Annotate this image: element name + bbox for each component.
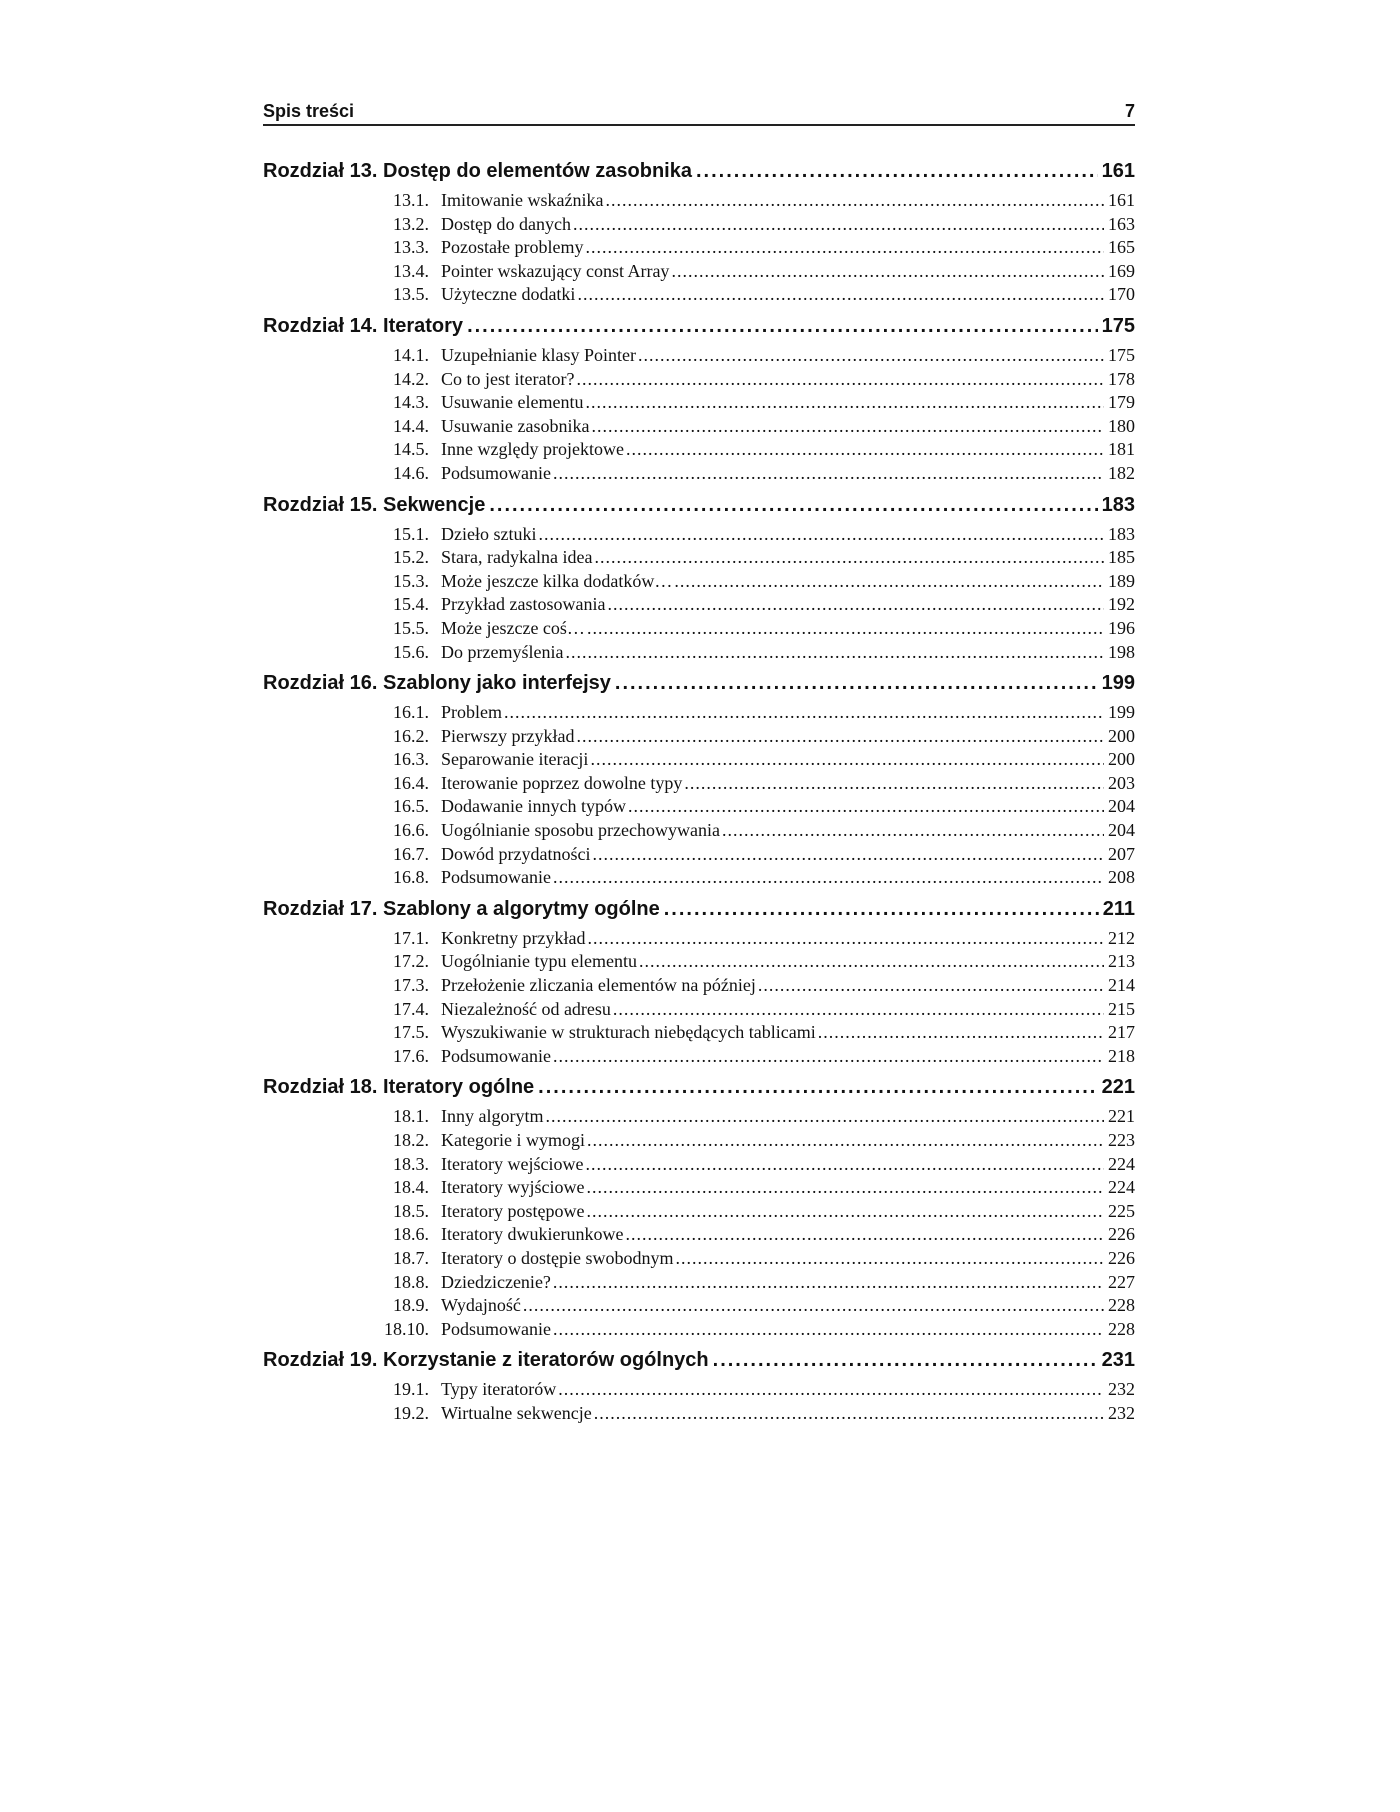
section-number: 13.2. bbox=[393, 213, 429, 234]
section-page: 204 bbox=[1108, 820, 1135, 841]
section-title: Iterowanie poprzez dowolne typy bbox=[441, 772, 683, 793]
dot-leader bbox=[523, 1295, 1104, 1316]
section-number: 16.6. bbox=[393, 820, 429, 841]
dot-leader bbox=[615, 672, 1098, 695]
section-page: 224 bbox=[1108, 1153, 1135, 1174]
section-page: 226 bbox=[1108, 1224, 1135, 1245]
toc-entry bbox=[263, 975, 1135, 999]
dot-leader bbox=[558, 1379, 1104, 1400]
section-page: 207 bbox=[1108, 843, 1135, 864]
dot-leader bbox=[573, 214, 1104, 235]
section-page: 169 bbox=[1108, 260, 1135, 281]
section-title: Dziedziczenie? bbox=[441, 1271, 551, 1292]
section-title: Pointer wskazujący const Array bbox=[441, 260, 670, 281]
section-number: 13.3. bbox=[393, 237, 429, 258]
section-title: Imitowanie wskaźnika bbox=[441, 190, 604, 210]
section-number: 15.1. bbox=[393, 523, 429, 544]
dot-leader bbox=[586, 1177, 1104, 1198]
chapter-block bbox=[263, 672, 1135, 891]
section-page: 163 bbox=[1108, 213, 1135, 234]
chapter-title: Rozdział 15. Sekwencje bbox=[263, 493, 486, 516]
toc-entry bbox=[263, 1201, 1135, 1225]
section-number: 18.4. bbox=[393, 1177, 429, 1198]
toc-entry bbox=[263, 284, 1135, 308]
toc-entry bbox=[263, 1272, 1135, 1296]
chapter-heading bbox=[263, 898, 1135, 928]
toc-entry bbox=[263, 1224, 1135, 1248]
section-page: 181 bbox=[1108, 439, 1135, 460]
section-page: 221 bbox=[1108, 1106, 1135, 1127]
dot-leader bbox=[674, 571, 1104, 592]
dot-leader bbox=[594, 1403, 1104, 1424]
section-number: 18.1. bbox=[393, 1106, 429, 1127]
section-title: Spis treści bbox=[263, 101, 355, 121]
chapter-block bbox=[263, 494, 1135, 666]
toc-entry bbox=[263, 594, 1135, 618]
dot-leader bbox=[639, 951, 1104, 972]
section-number: 15.5. bbox=[393, 617, 429, 638]
dot-leader bbox=[553, 463, 1104, 484]
toc-entry bbox=[263, 214, 1135, 238]
toc-entry bbox=[263, 999, 1135, 1023]
dot-leader bbox=[553, 867, 1104, 888]
chapter-heading bbox=[263, 672, 1135, 702]
section-title: Niezależność od adresu bbox=[441, 998, 611, 1019]
dot-leader bbox=[587, 928, 1104, 949]
section-page: 200 bbox=[1108, 749, 1135, 770]
section-title: Podsumowanie bbox=[441, 867, 551, 888]
toc-entry bbox=[263, 642, 1135, 666]
dot-leader bbox=[553, 1319, 1104, 1340]
dot-leader bbox=[553, 1272, 1104, 1293]
section-title: Uzupełnianie klasy Pointer bbox=[441, 344, 636, 365]
section-page: 196 bbox=[1108, 617, 1135, 638]
chapter-page: 161 bbox=[1101, 160, 1135, 182]
chapter-title: Rozdział 18. Iteratory ogólne bbox=[263, 1076, 535, 1099]
toc-entry bbox=[263, 1106, 1135, 1130]
toc-entry bbox=[263, 726, 1135, 750]
toc-entry bbox=[263, 1046, 1135, 1070]
toc-entry bbox=[263, 1022, 1135, 1046]
chapter-page: 211 bbox=[1102, 897, 1135, 920]
section-number: 18.6. bbox=[393, 1224, 429, 1245]
dot-leader bbox=[713, 1349, 1098, 1372]
section-title: Przykład zastosowania bbox=[441, 594, 606, 615]
dot-leader bbox=[758, 975, 1104, 996]
section-title: Co to jest iterator? bbox=[441, 368, 575, 389]
section-title: Uogólnianie sposobu przechowywania bbox=[441, 820, 720, 841]
section-page: 224 bbox=[1108, 1177, 1135, 1198]
section-title: Stara, radykalna idea bbox=[441, 547, 593, 568]
section-title: Użyteczne dodatki bbox=[441, 284, 576, 305]
section-page: 200 bbox=[1108, 725, 1135, 746]
section-title: Typy iteratorów bbox=[441, 1379, 557, 1400]
section-number: 17.3. bbox=[393, 975, 429, 996]
dot-leader bbox=[594, 547, 1104, 568]
toc-entry bbox=[263, 1403, 1135, 1427]
section-number: 18.10. bbox=[384, 1318, 429, 1339]
chapter-title: Rozdział 16. Szablony jako interfejsy bbox=[263, 672, 611, 695]
section-title: Separowanie iteracji bbox=[441, 749, 589, 770]
dot-leader bbox=[638, 345, 1104, 366]
section-page: 228 bbox=[1108, 1318, 1135, 1339]
section-title: Do przemyślenia bbox=[441, 641, 564, 662]
section-page: 182 bbox=[1108, 462, 1135, 483]
section-number: 16.5. bbox=[393, 796, 429, 817]
dot-leader bbox=[585, 1154, 1104, 1175]
section-page: 189 bbox=[1108, 570, 1135, 591]
section-page: 226 bbox=[1108, 1247, 1135, 1268]
chapter-title: Rozdział 13. Dostęp do elementów zasobnika bbox=[263, 160, 692, 182]
section-page: 213 bbox=[1108, 951, 1135, 972]
dot-leader bbox=[592, 844, 1104, 865]
toc-entry bbox=[263, 867, 1135, 891]
dot-leader bbox=[590, 749, 1104, 770]
chapter-block bbox=[263, 1076, 1135, 1342]
table-of-contents bbox=[263, 160, 1135, 1434]
toc-entry bbox=[263, 237, 1135, 261]
section-number: 15.6. bbox=[393, 641, 429, 662]
section-page: 223 bbox=[1108, 1130, 1135, 1150]
section-number: 14.6. bbox=[393, 462, 429, 483]
dot-leader bbox=[565, 642, 1104, 663]
section-title: Może jeszcze coś… bbox=[441, 617, 585, 638]
chapter-heading bbox=[263, 1076, 1135, 1106]
toc-entry bbox=[263, 1154, 1135, 1178]
section-page: 232 bbox=[1108, 1379, 1135, 1400]
section-title: Wyszukiwanie w strukturach niebędących tablicami bbox=[441, 1022, 816, 1043]
section-title: Iteratory wyjściowe bbox=[441, 1177, 585, 1198]
chapter-block bbox=[263, 1349, 1135, 1426]
section-title: Inne względy projektowe bbox=[441, 439, 624, 460]
dot-leader bbox=[671, 261, 1104, 282]
dot-leader bbox=[489, 494, 1097, 517]
section-number: 15.2. bbox=[393, 547, 429, 568]
section-title: Dodawanie innych typów bbox=[441, 796, 626, 817]
chapter-heading bbox=[263, 315, 1135, 345]
section-page: 227 bbox=[1108, 1271, 1135, 1292]
section-page: 199 bbox=[1108, 702, 1135, 723]
chapter-block bbox=[263, 898, 1135, 1070]
section-number: 17.6. bbox=[393, 1045, 429, 1066]
section-title: Pierwszy przykład bbox=[441, 725, 575, 746]
running-header bbox=[263, 96, 1135, 126]
section-title: Pozostałe problemy bbox=[441, 237, 584, 258]
section-page: 175 bbox=[1108, 344, 1135, 365]
dot-leader bbox=[722, 820, 1104, 841]
chapter-title: Rozdział 19. Korzystanie z iteratorów ogólnych bbox=[263, 1349, 709, 1372]
section-number: 14.1. bbox=[393, 344, 429, 365]
dot-leader bbox=[675, 1248, 1104, 1269]
section-page: 180 bbox=[1108, 415, 1135, 436]
page-number: 7 bbox=[1124, 101, 1135, 121]
toc-entry bbox=[263, 345, 1135, 369]
chapter-page: 231 bbox=[1101, 1349, 1135, 1372]
toc-entry bbox=[263, 796, 1135, 820]
toc-entry bbox=[263, 844, 1135, 868]
section-page: 228 bbox=[1108, 1295, 1135, 1316]
chapter-heading bbox=[263, 1349, 1135, 1379]
dot-leader bbox=[577, 284, 1104, 305]
dot-leader bbox=[684, 773, 1104, 794]
toc-entry bbox=[263, 571, 1135, 595]
section-number: 16.4. bbox=[393, 772, 429, 793]
section-number: 15.3. bbox=[393, 570, 429, 591]
dot-leader bbox=[467, 315, 1098, 338]
chapter-heading bbox=[263, 160, 1135, 190]
chapter-page: 221 bbox=[1101, 1076, 1135, 1099]
section-title: Dowód przydatności bbox=[441, 843, 591, 864]
toc-entry bbox=[263, 1379, 1135, 1403]
dot-leader bbox=[553, 1046, 1104, 1067]
toc-entry bbox=[263, 618, 1135, 642]
dot-leader bbox=[585, 392, 1104, 413]
section-number: 15.4. bbox=[393, 594, 429, 615]
toc-entry bbox=[263, 524, 1135, 548]
section-page: 215 bbox=[1108, 998, 1135, 1019]
section-page: 198 bbox=[1108, 641, 1135, 662]
toc-entry bbox=[263, 261, 1135, 285]
section-title: Usuwanie elementu bbox=[441, 392, 584, 413]
section-number: 19.1. bbox=[393, 1379, 429, 1400]
section-number: 17.1. bbox=[393, 927, 429, 948]
section-title: Dzieło sztuki bbox=[441, 523, 537, 544]
toc-entry bbox=[263, 1130, 1135, 1154]
chapter-page: 199 bbox=[1101, 672, 1135, 695]
dot-leader bbox=[538, 1076, 1097, 1099]
toc-entry bbox=[263, 749, 1135, 773]
toc-entry bbox=[263, 416, 1135, 440]
dot-leader bbox=[628, 796, 1104, 817]
chapter-heading bbox=[263, 494, 1135, 524]
dot-leader bbox=[576, 369, 1104, 390]
section-number: 14.4. bbox=[393, 415, 429, 436]
section-title: Może jeszcze kilka dodatków… bbox=[441, 570, 673, 591]
dot-leader bbox=[605, 190, 1104, 211]
toc-entry bbox=[263, 820, 1135, 844]
toc-entry bbox=[263, 1319, 1135, 1343]
dot-leader bbox=[664, 898, 1099, 921]
toc-entry bbox=[263, 1177, 1135, 1201]
section-page: 161 bbox=[1108, 190, 1135, 210]
section-number: 16.8. bbox=[393, 867, 429, 888]
section-number: 17.4. bbox=[393, 998, 429, 1019]
section-number: 18.3. bbox=[393, 1153, 429, 1174]
section-number: 16.2. bbox=[393, 725, 429, 746]
dot-leader bbox=[545, 1106, 1104, 1127]
section-page: 185 bbox=[1108, 547, 1135, 568]
section-title: Iteratory wejściowe bbox=[441, 1153, 584, 1174]
toc-entry bbox=[263, 190, 1135, 214]
section-title: Wydajność bbox=[441, 1295, 521, 1316]
section-number: 18.5. bbox=[393, 1200, 429, 1221]
section-page: 218 bbox=[1108, 1045, 1135, 1066]
section-title: Usuwanie zasobnika bbox=[441, 415, 590, 436]
section-title: Dostęp do danych bbox=[441, 213, 571, 234]
dot-leader bbox=[626, 439, 1104, 460]
section-page: 212 bbox=[1108, 927, 1135, 948]
dot-leader bbox=[576, 726, 1104, 747]
toc-entry bbox=[263, 463, 1135, 487]
chapter-title: Rozdział 17. Szablony a algorytmy ogólne bbox=[263, 897, 660, 920]
chapter-block bbox=[263, 315, 1135, 487]
section-title: Iteratory o dostępie swobodnym bbox=[441, 1247, 674, 1268]
section-number: 17.5. bbox=[393, 1022, 429, 1043]
section-page: 192 bbox=[1108, 594, 1135, 615]
section-title: Przełożenie zliczania elementów na później bbox=[441, 975, 756, 996]
dot-leader bbox=[591, 416, 1104, 437]
toc-entry bbox=[263, 773, 1135, 797]
dot-leader bbox=[586, 1201, 1104, 1222]
dot-leader bbox=[625, 1224, 1104, 1245]
section-title: Wirtualne sekwencje bbox=[441, 1402, 592, 1423]
dot-leader bbox=[585, 237, 1104, 258]
toc-entry bbox=[263, 951, 1135, 975]
toc-entry bbox=[263, 1248, 1135, 1272]
section-page: 225 bbox=[1108, 1200, 1135, 1221]
section-title: Problem bbox=[441, 702, 502, 723]
section-number: 16.7. bbox=[393, 843, 429, 864]
toc-entry bbox=[263, 369, 1135, 393]
chapter-title: Rozdział 14. Iteratory bbox=[263, 314, 464, 337]
dot-leader bbox=[587, 618, 1104, 639]
section-number: 13.5. bbox=[393, 284, 429, 305]
section-title: Konkretny przykład bbox=[441, 927, 586, 948]
toc-entry bbox=[263, 547, 1135, 571]
chapter-page: 183 bbox=[1101, 493, 1135, 516]
section-title: Inny algorytm bbox=[441, 1106, 544, 1127]
section-page: 165 bbox=[1108, 237, 1135, 258]
toc-entry bbox=[263, 392, 1135, 416]
toc-entry bbox=[263, 928, 1135, 952]
section-number: 18.8. bbox=[393, 1271, 429, 1292]
section-number: 18.9. bbox=[393, 1295, 429, 1316]
section-title: Podsumowanie bbox=[441, 462, 551, 483]
dot-leader bbox=[538, 524, 1104, 545]
dot-leader bbox=[613, 999, 1104, 1020]
dot-leader bbox=[504, 702, 1104, 723]
section-number: 14.5. bbox=[393, 439, 429, 460]
section-page: 203 bbox=[1108, 772, 1135, 793]
dot-leader bbox=[818, 1022, 1104, 1043]
section-page: 214 bbox=[1108, 975, 1135, 996]
section-title: Podsumowanie bbox=[441, 1045, 551, 1066]
toc-entry bbox=[263, 439, 1135, 463]
section-page: 178 bbox=[1108, 368, 1135, 389]
section-title: Podsumowanie bbox=[441, 1318, 551, 1339]
section-page: 208 bbox=[1108, 867, 1135, 888]
section-number: 16.1. bbox=[393, 702, 429, 723]
section-title: Iteratory dwukierunkowe bbox=[441, 1224, 624, 1245]
section-page: 183 bbox=[1108, 523, 1135, 544]
dot-leader bbox=[587, 1130, 1104, 1151]
dot-leader bbox=[696, 160, 1098, 183]
section-number: 16.3. bbox=[393, 749, 429, 770]
chapter-block bbox=[263, 160, 1135, 308]
toc-entry bbox=[263, 702, 1135, 726]
chapter-page: 175 bbox=[1101, 314, 1135, 337]
section-title: Iteratory postępowe bbox=[441, 1200, 585, 1221]
section-page: 232 bbox=[1108, 1402, 1135, 1423]
section-number: 17.2. bbox=[393, 951, 429, 972]
section-number: 18.7. bbox=[393, 1247, 429, 1268]
section-number: 14.3. bbox=[393, 392, 429, 413]
section-number: 13.1. bbox=[393, 190, 429, 210]
section-number: 14.2. bbox=[393, 368, 429, 389]
section-number: 18.2. bbox=[393, 1130, 429, 1150]
section-page: 204 bbox=[1108, 796, 1135, 817]
section-page: 170 bbox=[1108, 284, 1135, 305]
section-title: Kategorie i wymogi bbox=[441, 1130, 585, 1150]
section-page: 179 bbox=[1108, 392, 1135, 413]
toc-entry bbox=[263, 1295, 1135, 1319]
section-page: 217 bbox=[1108, 1022, 1135, 1043]
dot-leader bbox=[607, 594, 1104, 615]
section-title: Uogólnianie typu elementu bbox=[441, 951, 637, 972]
section-number: 19.2. bbox=[393, 1402, 429, 1423]
section-number: 13.4. bbox=[393, 260, 429, 281]
